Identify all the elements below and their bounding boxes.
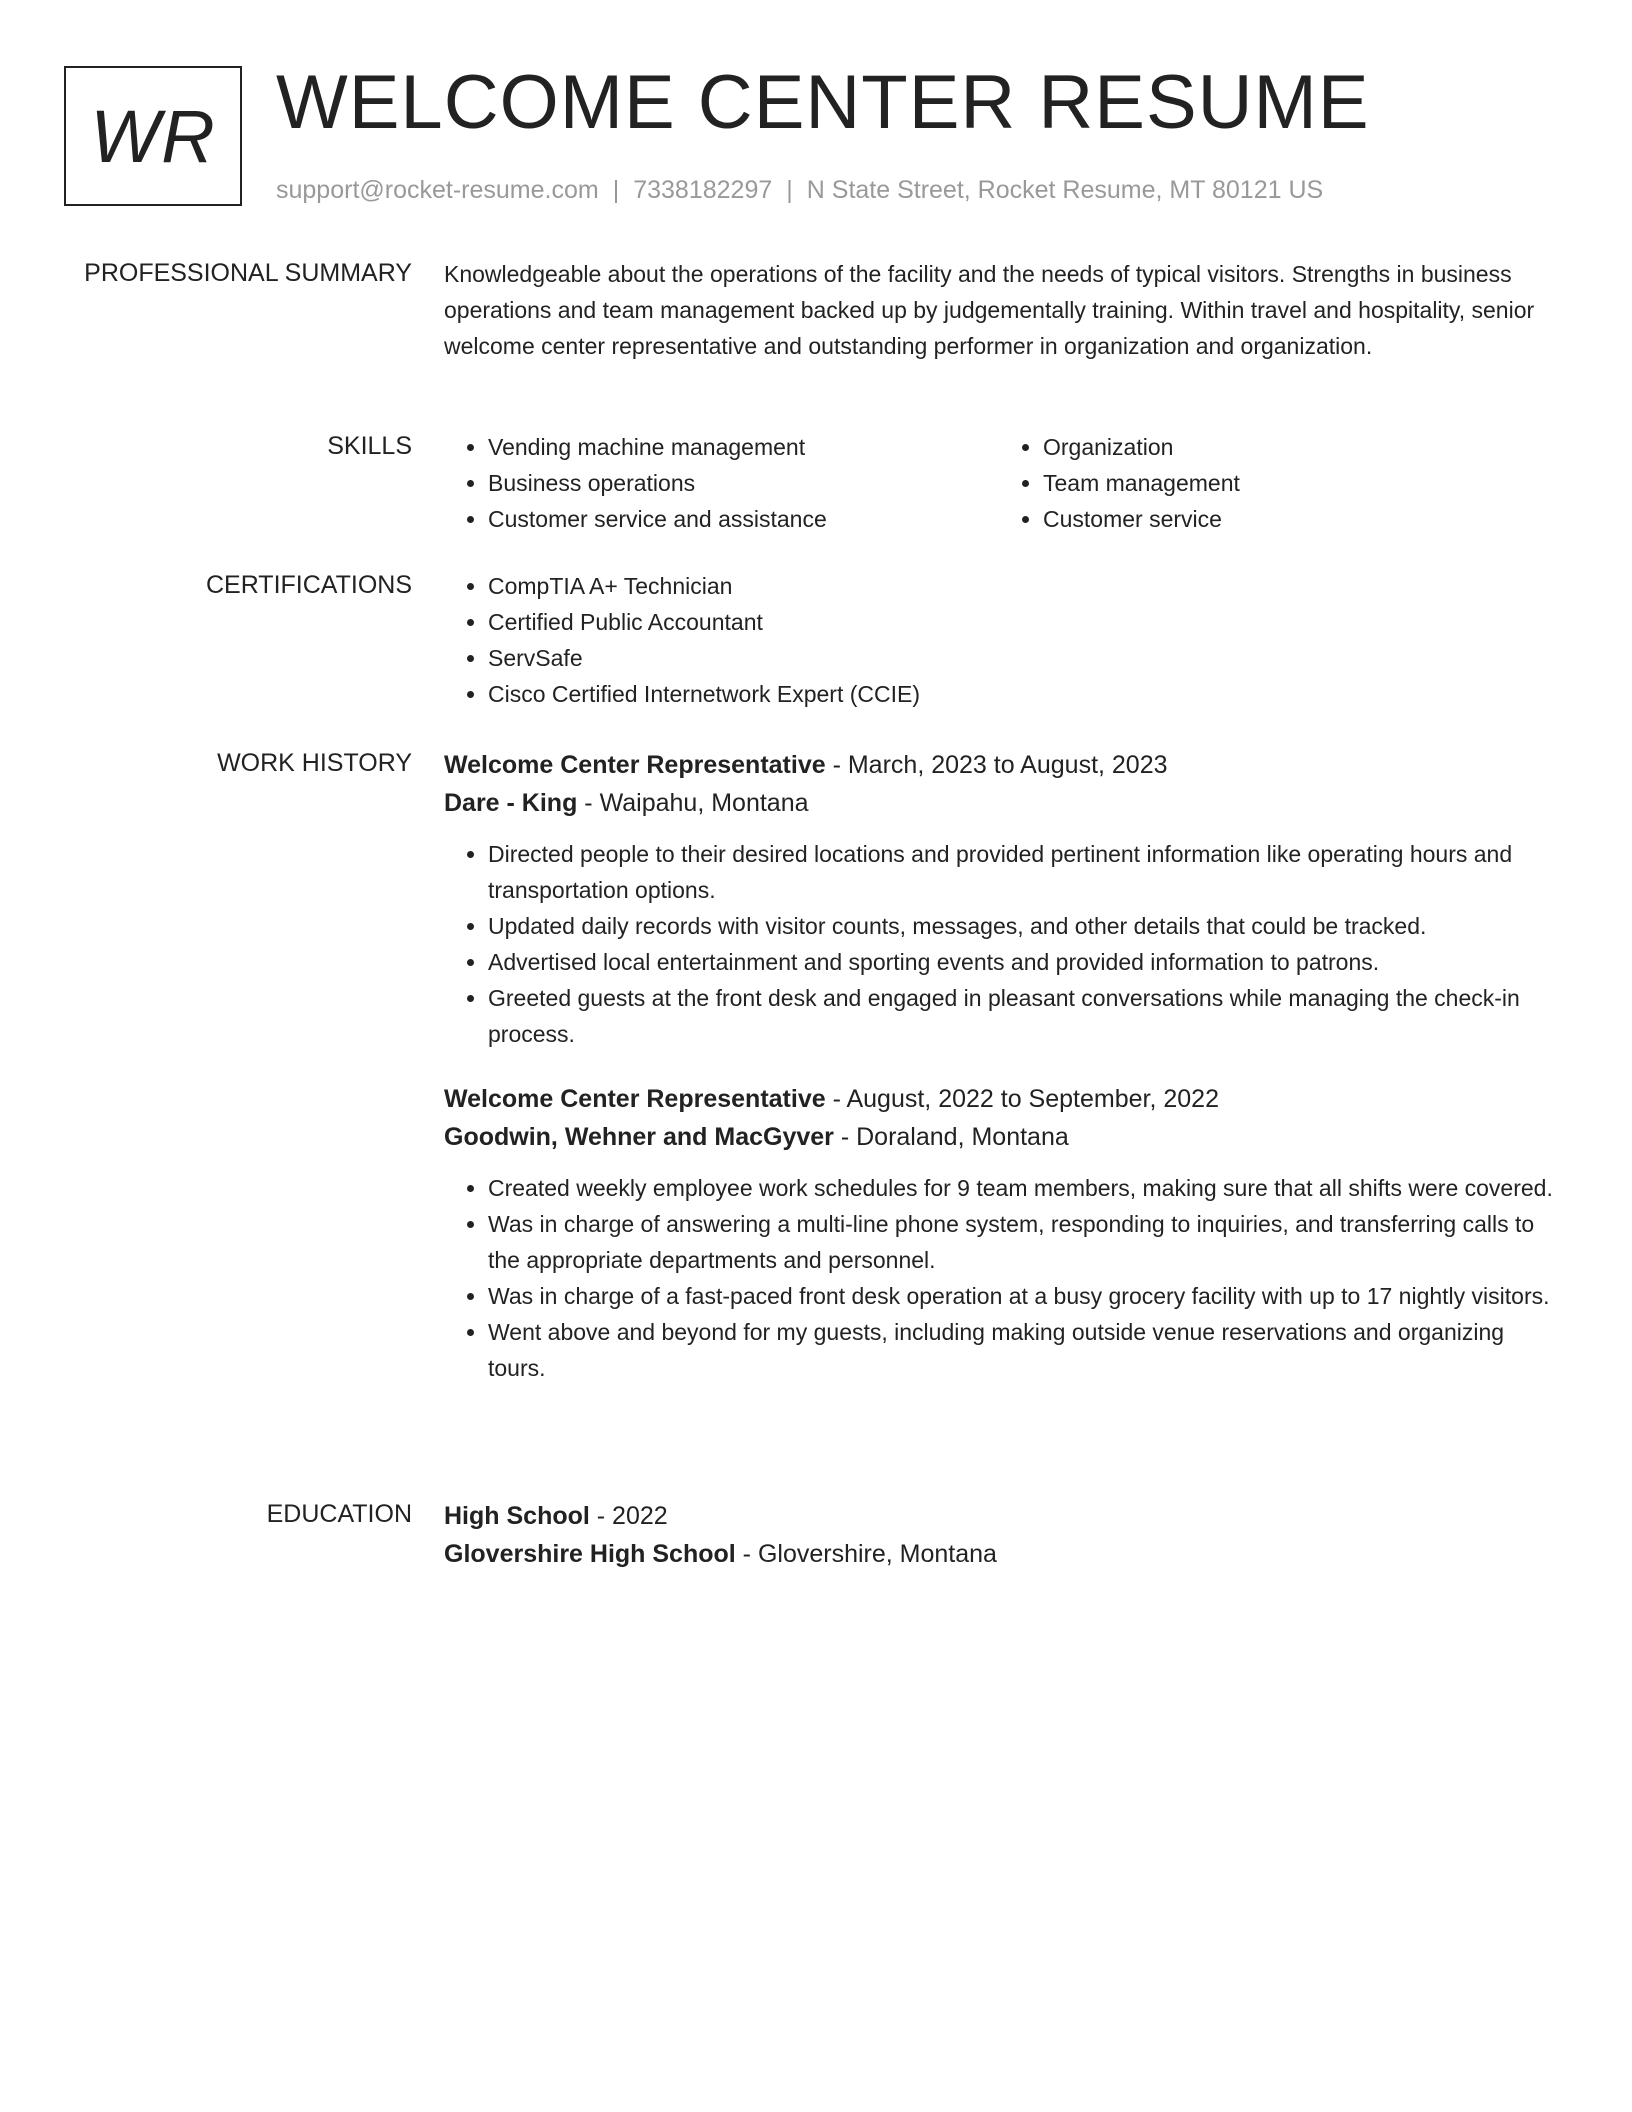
job-company-line (444, 1118, 1554, 1156)
education-year: - 2022 (589, 1502, 668, 1530)
job-bullet: • Was in charge of answering a multi-line phone system, responding to inquiries, and transferring calls to the appropriate departments and personnel. (488, 1206, 1554, 1278)
contact-address: N State Street, Rocket Resume, MT 80121 US (806, 176, 1324, 204)
job-dates: - August, 2022 to September, 2022 (825, 1085, 1219, 1113)
job-bullet: • Went above and beyond for my guests, including making outside venue reservations and organizing tours. (488, 1314, 1554, 1386)
job-entry (444, 746, 1554, 1052)
contact-separator: | (612, 176, 620, 204)
job-bullet: • Directed people to their desired locations and provided pertinent information like operating hours and transportation options. (488, 836, 1554, 908)
education-school-line (444, 1535, 1554, 1573)
skill-item: • Customer service and assistance (488, 501, 999, 537)
job-bullet-list (444, 836, 1554, 1052)
skills-list (444, 429, 1554, 537)
job-bullet: • Updated daily records with visitor counts, messages, and other details that could be tracked. (488, 908, 1554, 944)
skill-item: • Vending machine management (488, 429, 999, 465)
certification-item: • Cisco Certified Internetwork Expert (CCIE) (488, 676, 1554, 712)
skills-column-2 (999, 429, 1554, 537)
work-history-list (444, 746, 1554, 1386)
section-label-work-history: WORK HISTORY (217, 749, 412, 777)
section-label-certifications: CERTIFICATIONS (205, 571, 412, 599)
certifications-list (444, 568, 1554, 712)
resume-title: WELCOME CENTER RESUME (276, 60, 1370, 145)
certification-item: • Certified Public Accountant (488, 604, 1554, 640)
job-company: Dare - King (444, 789, 578, 817)
job-bullet: • Advertised local entertainment and sporting events and provided information to patrons. (488, 944, 1554, 980)
job-bullet-list (444, 1170, 1554, 1386)
skills-column-1 (444, 429, 999, 537)
job-title-line (444, 746, 1554, 784)
job-title-line (444, 1080, 1554, 1118)
education-school: Glovershire High School (444, 1540, 736, 1568)
section-label-summary: PROFESSIONAL SUMMARY (84, 259, 412, 287)
contact-separator: | (786, 176, 793, 204)
job-location: - Waipahu, Montana (577, 789, 809, 817)
job-bullet: • Created weekly employee work schedules for 9 team members, making sure that all shifts were covered. (488, 1170, 1554, 1206)
education-degree-line (444, 1497, 1554, 1535)
monogram-box: WR (64, 66, 242, 206)
skill-item: • Business operations (488, 465, 999, 501)
summary-text: Knowledgeable about the operations of the facility and the needs of typical visitors. Strengths in business operations and team management backed up by judgementally training. Within travel and hospitality, senior welcome center representative and outstanding performer in organization and organization. (444, 261, 1535, 359)
education-location: - Glovershire, Montana (735, 1540, 997, 1568)
contact-phone[interactable]: 7338182297 (633, 176, 773, 204)
job-title: Welcome Center Representative (444, 1085, 826, 1113)
job-bullet: • Greeted guests at the front desk and engaged in pleasant conversations while managing the check-in process. (488, 980, 1554, 1052)
job-company: Goodwin, Wehner and MacGyver (444, 1123, 834, 1151)
education-degree: High School (444, 1502, 590, 1530)
certification-item: • CompTIA A+ Technician (488, 568, 1554, 604)
contact-line (276, 174, 1323, 206)
skill-item: • Organization (1043, 429, 1554, 465)
job-location: - Doraland, Montana (833, 1123, 1069, 1151)
skill-item: • Customer service (1043, 501, 1554, 537)
contact-email[interactable]: support@rocket-resume.com (276, 176, 599, 204)
job-entry (444, 1080, 1554, 1386)
job-dates: - March, 2023 to August, 2023 (825, 751, 1168, 779)
job-bullet: • Was in charge of a fast-paced front desk operation at a busy grocery facility with up to 17 nightly visitors. (488, 1278, 1554, 1314)
certification-item: • ServSafe (488, 640, 1554, 676)
skill-item: • Team management (1043, 465, 1554, 501)
job-company-line (444, 784, 1554, 822)
job-title: Welcome Center Representative (444, 751, 826, 779)
education-entry (444, 1497, 1554, 1573)
section-label-skills: SKILLS (327, 432, 412, 460)
section-label-education: EDUCATION (266, 1500, 412, 1528)
